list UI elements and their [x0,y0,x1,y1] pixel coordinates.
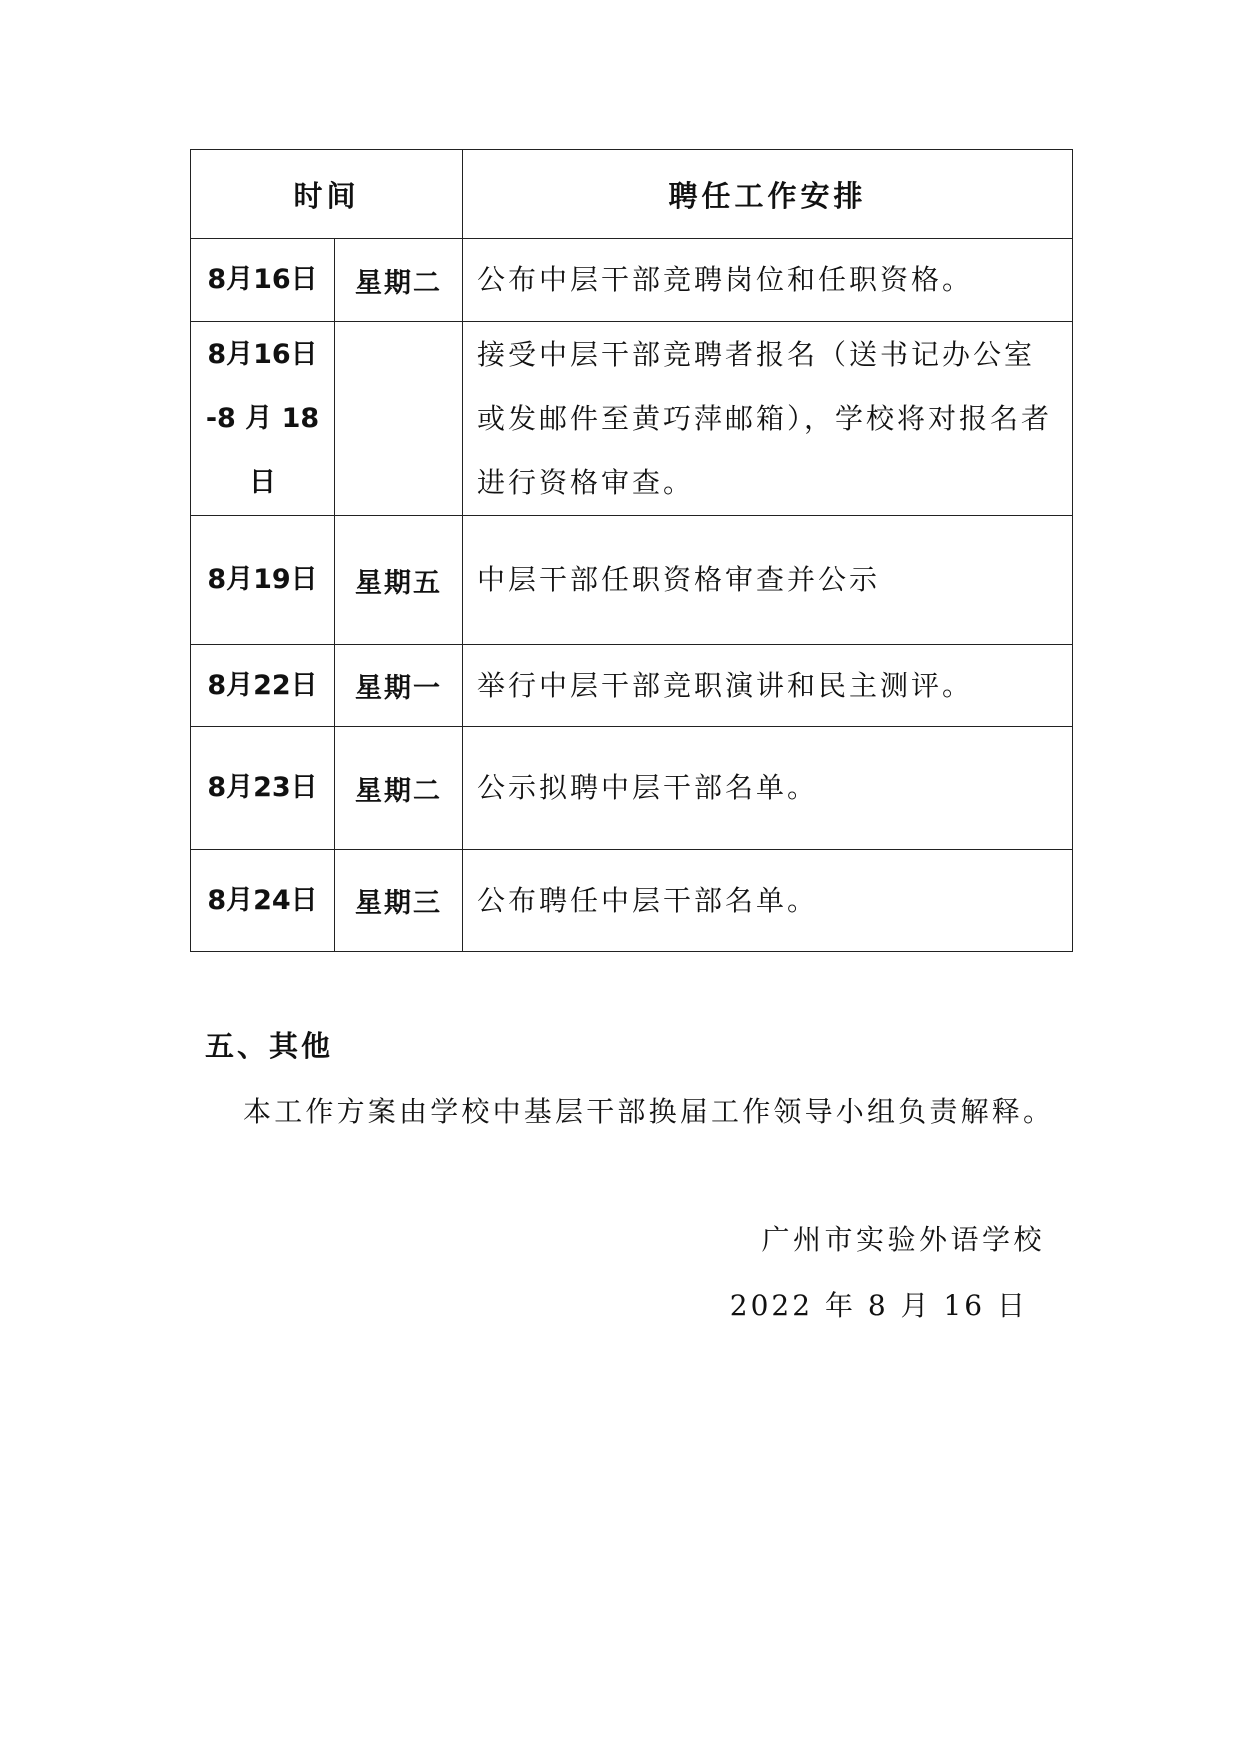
row-date: 8月16日 [191,239,335,322]
signature-organization: 广州市实验外语学校 [761,1223,1045,1256]
table-row [191,239,1073,322]
table-row [191,322,1073,516]
row-day: 星期三 [335,850,463,952]
row-task: 公布中层干部竞聘岗位和任职资格。 [463,239,1073,322]
row-task: 公布聘任中层干部名单。 [463,850,1073,952]
row-day: 星期一 [335,645,463,727]
row-task: 接受中层干部竞聘者报名（送书记办公室或发邮件至黄巧萍邮箱），学校将对报名者进行资格审查。 [463,322,1073,516]
row-date: 8月23日 [191,727,335,850]
section-heading: 五、其他 [205,1029,334,1063]
table-row [191,645,1073,727]
row-date: 8月19日 [191,516,335,645]
table-row [191,727,1073,850]
table-header-row [191,150,1073,239]
row-task: 公示拟聘中层干部名单。 [463,727,1073,850]
row-date: 8月22日 [191,645,335,727]
row-day: 星期二 [335,727,463,850]
table-row [191,850,1073,952]
row-date: 8月24日 [191,850,335,952]
table-row [191,516,1073,645]
row-day: 星期五 [335,516,463,645]
signature-date: 2022 年 8 月 16 日 [729,1289,1028,1322]
header-time: 时间 [191,150,463,239]
row-day [335,322,463,516]
row-task: 举行中层干部竞职演讲和民主测评。 [463,645,1073,727]
row-date: 8月16日 -8 月 18 日 [191,322,335,516]
row-day: 星期二 [335,239,463,322]
header-arrangement: 聘任工作安排 [463,150,1073,239]
row-task: 中层干部任职资格审查并公示 [463,516,1073,645]
section-body: 本工作方案由学校中基层干部换届工作领导小组负责解释。 [243,1095,1055,1128]
schedule-table [190,149,1073,952]
